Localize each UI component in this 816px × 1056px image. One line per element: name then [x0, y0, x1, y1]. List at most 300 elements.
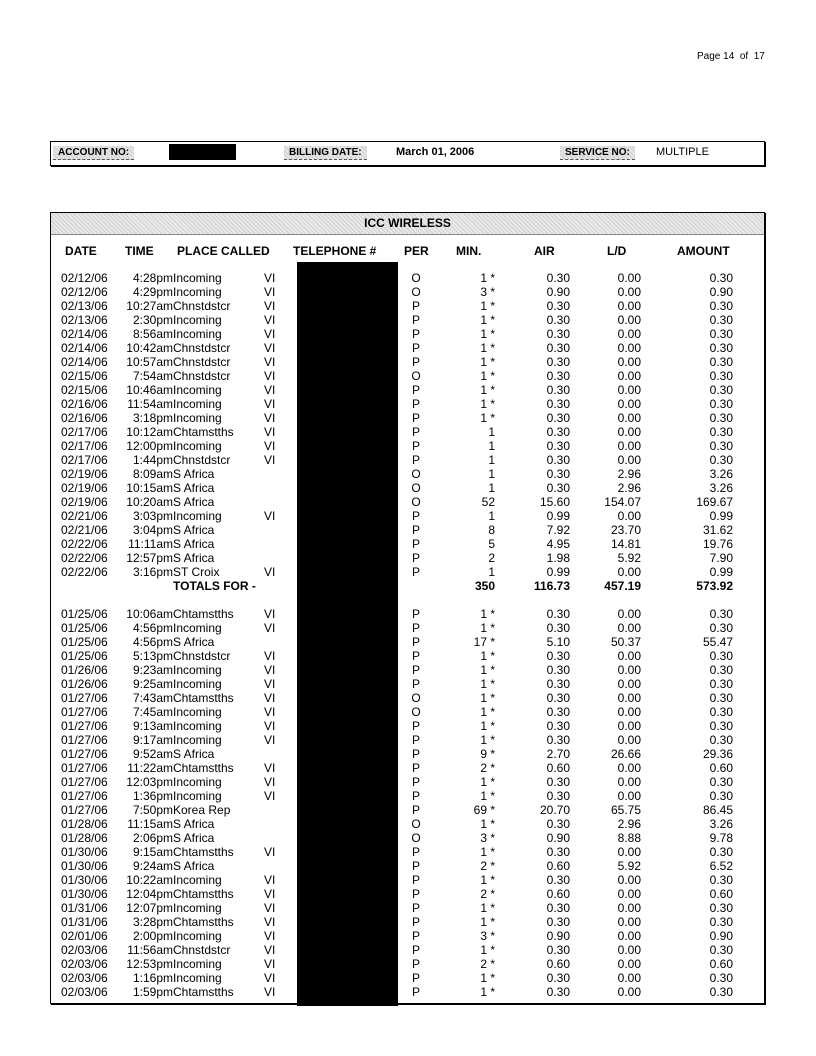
table-row [51, 663, 764, 677]
cell-state: VI [264, 285, 276, 299]
cell-time: 12:00pm [126, 439, 173, 453]
table-row [51, 691, 764, 705]
cell-minutes: 1 * [480, 971, 495, 985]
cell-time: 12:04pm [126, 887, 173, 901]
cell-per: P [411, 929, 420, 943]
cell-amount: 0.30 [709, 369, 733, 383]
column-header-ld: L/D [607, 244, 627, 258]
table-row [51, 845, 764, 859]
cell-air: 1.98 [546, 551, 570, 565]
cell-minutes: 1 * [480, 985, 495, 999]
cell-time: 11:56am [127, 943, 173, 957]
cell-minutes: 1 * [480, 733, 495, 747]
cell-per: P [411, 957, 420, 971]
cell-place: S Africa [173, 537, 215, 551]
cell-amount: 0.99 [709, 509, 733, 523]
cell-date: 02/22/06 [61, 537, 108, 551]
cell-amount: 0.30 [709, 411, 733, 425]
cell-place: S Africa [173, 635, 215, 649]
table-row [51, 285, 764, 299]
cell-time: 8:56am [132, 327, 173, 341]
cell-amount: 0.30 [709, 663, 733, 677]
cell-place: Incoming [173, 397, 222, 411]
cell-minutes: 3 * [480, 831, 495, 845]
cell-date: 01/30/06 [61, 859, 108, 873]
cell-time: 10:42am [126, 341, 173, 355]
cell-minutes: 2 * [480, 859, 495, 873]
cell-state: VI [264, 957, 276, 971]
cell-amount: 0.30 [709, 915, 733, 929]
cell-place: S Africa [173, 747, 215, 761]
cell-minutes: 1 [488, 481, 495, 495]
table-row [51, 887, 764, 901]
cell-minutes: 5 [488, 537, 495, 551]
cell-ld: 0.00 [617, 453, 641, 467]
cell-date: 02/01/06 [61, 929, 108, 943]
cell-per: P [411, 859, 420, 873]
cell-state: VI [264, 775, 276, 789]
table-row [51, 355, 764, 369]
cell-minutes: 1 * [480, 411, 495, 425]
cell-state: VI [264, 663, 276, 677]
table-row [51, 495, 764, 509]
cell-minutes: 3 * [480, 285, 495, 299]
cell-minutes: 1 * [480, 271, 495, 285]
cell-air: 0.30 [546, 621, 570, 635]
cell-state: VI [264, 971, 276, 985]
cell-air: 5.10 [546, 635, 570, 649]
column-header-telephone: TELEPHONE # [293, 244, 377, 258]
cell-air: 0.30 [546, 971, 570, 985]
cell-amount: 0.60 [709, 887, 733, 901]
cell-place: Incoming [173, 775, 222, 789]
table-row [51, 523, 764, 537]
cell-date: 02/12/06 [61, 285, 108, 299]
cell-amount: 0.30 [709, 971, 733, 985]
cell-minutes: 1 * [480, 915, 495, 929]
table-row [51, 565, 764, 579]
table-row [51, 761, 764, 775]
cell-state: VI [264, 411, 276, 425]
cell-state: VI [264, 397, 276, 411]
cell-time: 4:28pm [132, 271, 173, 285]
cell-time: 12:57pm [126, 551, 173, 565]
cell-minutes: 3 * [480, 929, 495, 943]
cell-date: 01/27/06 [61, 761, 108, 775]
cell-date: 01/26/06 [61, 677, 108, 691]
cell-ld: 26.66 [610, 747, 641, 761]
cell-date: 02/14/06 [61, 341, 108, 355]
cell-date: 01/25/06 [61, 635, 108, 649]
account-header [50, 141, 765, 166]
cell-ld: 0.00 [617, 285, 641, 299]
cell-ld: 0.00 [617, 313, 641, 327]
group-spacer [51, 593, 764, 607]
cell-minutes: 1 [488, 467, 495, 481]
table-row [51, 313, 764, 327]
cell-place: Incoming [173, 789, 222, 803]
account-label: ACCOUNT NO: [53, 146, 134, 160]
cell-time: 9:23am [132, 663, 173, 677]
cell-state: VI [264, 621, 276, 635]
cell-amount: 6.52 [709, 859, 733, 873]
cell-state: VI [264, 425, 276, 439]
totals-amount: 573.92 [696, 579, 733, 593]
cell-per: P [411, 621, 420, 635]
cell-minutes: 2 * [480, 887, 495, 901]
cell-date: 02/22/06 [61, 551, 108, 565]
cell-date: 01/27/06 [61, 733, 108, 747]
cell-state: VI [264, 691, 276, 705]
cell-time: 9:25am [132, 677, 173, 691]
cell-minutes: 2 * [480, 761, 495, 775]
cell-minutes: 1 [488, 565, 495, 579]
cell-ld: 0.00 [617, 789, 641, 803]
cell-air: 0.30 [546, 915, 570, 929]
cell-time: 11:11am [128, 537, 173, 551]
cell-ld: 0.00 [617, 985, 641, 999]
cell-amount: 0.30 [709, 719, 733, 733]
cell-date: 02/14/06 [61, 327, 108, 341]
cell-ld: 0.00 [617, 943, 641, 957]
cell-minutes: 1 [488, 439, 495, 453]
cell-date: 02/17/06 [61, 439, 108, 453]
cell-air: 0.90 [546, 831, 570, 845]
cell-air: 0.99 [546, 509, 570, 523]
cell-time: 9:15am [132, 845, 173, 859]
cell-amount: 0.30 [709, 649, 733, 663]
cell-ld: 0.00 [617, 719, 641, 733]
cell-time: 2:00pm [132, 929, 173, 943]
cell-place: Incoming [173, 383, 222, 397]
cell-time: 1:59pm [132, 985, 173, 999]
cell-place: Incoming [173, 285, 222, 299]
cell-place: Incoming [173, 971, 222, 985]
cell-amount: 0.30 [709, 453, 733, 467]
cell-state: VI [264, 607, 276, 621]
table-row [51, 957, 764, 971]
cell-state: VI [264, 761, 276, 775]
cell-time: 3:18pm [132, 411, 173, 425]
cell-amount: 0.30 [709, 775, 733, 789]
table-row [51, 411, 764, 425]
cell-time: 12:07pm [126, 901, 173, 915]
cell-amount: 3.26 [709, 481, 733, 495]
cell-amount: 0.30 [709, 341, 733, 355]
table-row [51, 453, 764, 467]
cell-place: Incoming [173, 439, 222, 453]
cell-minutes: 1 * [480, 775, 495, 789]
service-no-value: MULTIPLE [656, 146, 709, 158]
table-row [51, 789, 764, 803]
cell-amount: 0.30 [709, 397, 733, 411]
cell-date: 02/19/06 [61, 481, 108, 495]
cell-air: 0.30 [546, 355, 570, 369]
cell-ld: 0.00 [617, 929, 641, 943]
cell-minutes: 1 * [480, 943, 495, 957]
cell-ld: 2.96 [617, 481, 641, 495]
cell-time: 7:54am [132, 369, 173, 383]
table-row [51, 341, 764, 355]
cell-minutes: 1 * [480, 383, 495, 397]
cell-ld: 0.00 [617, 439, 641, 453]
cell-place: Incoming [173, 733, 222, 747]
cell-air: 0.30 [546, 649, 570, 663]
cell-place: Incoming [173, 327, 222, 341]
cell-minutes: 9 * [480, 747, 495, 761]
cell-place: Chnstdstcr [173, 943, 231, 957]
table-row [51, 733, 764, 747]
cell-per: P [411, 299, 420, 313]
cell-air: 0.30 [546, 845, 570, 859]
cell-place: Chtamstths [173, 691, 234, 705]
cell-amount: 0.30 [709, 705, 733, 719]
cell-minutes: 1 [488, 453, 495, 467]
cell-per: O [411, 817, 421, 831]
cell-date: 01/26/06 [61, 663, 108, 677]
cell-air: 0.30 [546, 663, 570, 677]
cell-place: Chnstdstcr [173, 355, 231, 369]
cell-state: VI [264, 789, 276, 803]
cell-date: 02/22/06 [61, 565, 108, 579]
table-row [51, 929, 764, 943]
table-row [51, 747, 764, 761]
cell-per: O [411, 369, 421, 383]
cell-date: 01/25/06 [61, 607, 108, 621]
cell-date: 02/21/06 [61, 509, 108, 523]
cell-date: 02/03/06 [61, 943, 108, 957]
cell-state: VI [264, 985, 276, 999]
cell-amount: 86.45 [702, 803, 733, 817]
cell-time: 5:13pm [132, 649, 173, 663]
cell-amount: 0.30 [709, 299, 733, 313]
cell-ld: 5.92 [617, 551, 641, 565]
cell-state: VI [264, 453, 276, 467]
cell-minutes: 1 * [480, 313, 495, 327]
cell-place: Incoming [173, 313, 222, 327]
cell-ld: 0.00 [617, 705, 641, 719]
cell-ld: 0.00 [617, 901, 641, 915]
cell-air: 0.30 [546, 341, 570, 355]
cell-time: 9:13am [132, 719, 173, 733]
cell-ld: 0.00 [617, 775, 641, 789]
cell-ld: 0.00 [617, 397, 641, 411]
cell-time: 10:20am [126, 495, 173, 509]
cell-date: 02/17/06 [61, 425, 108, 439]
cell-place: Korea Rep [173, 803, 231, 817]
cell-air: 0.30 [546, 677, 570, 691]
cell-place: S Africa [173, 467, 215, 481]
cell-place: ST Croix [173, 565, 220, 579]
cell-state: VI [264, 845, 276, 859]
cell-per: P [411, 607, 420, 621]
cell-state: VI [264, 341, 276, 355]
cell-date: 01/27/06 [61, 691, 108, 705]
cell-date: 01/28/06 [61, 831, 108, 845]
cell-minutes: 17 * [473, 635, 495, 649]
cell-amount: 0.99 [709, 565, 733, 579]
cell-state: VI [264, 439, 276, 453]
cell-ld: 0.00 [617, 621, 641, 635]
cell-air: 0.30 [546, 705, 570, 719]
cell-air: 0.30 [546, 467, 570, 481]
cell-date: 02/19/06 [61, 467, 108, 481]
table-row [51, 327, 764, 341]
cell-per: P [411, 439, 420, 453]
call-rows [51, 271, 764, 999]
cell-per: P [411, 677, 420, 691]
cell-ld: 0.00 [617, 327, 641, 341]
cell-ld: 65.75 [610, 803, 641, 817]
cell-time: 10:15am [126, 481, 173, 495]
cell-amount: 0.30 [709, 677, 733, 691]
cell-ld: 0.00 [617, 509, 641, 523]
cell-minutes: 1 * [480, 397, 495, 411]
cell-minutes: 1 * [480, 663, 495, 677]
cell-ld: 0.00 [617, 299, 641, 313]
cell-air: 0.60 [546, 859, 570, 873]
cell-date: 01/27/06 [61, 747, 108, 761]
cell-place: Chtamstths [173, 761, 234, 775]
cell-air: 0.30 [546, 453, 570, 467]
cell-date: 01/28/06 [61, 817, 108, 831]
cell-state: VI [264, 915, 276, 929]
cell-air: 0.30 [546, 901, 570, 915]
cell-air: 15.60 [539, 495, 570, 509]
cell-air: 0.30 [546, 775, 570, 789]
table-row [51, 677, 764, 691]
cell-amount: 0.30 [709, 845, 733, 859]
cell-state: VI [264, 901, 276, 915]
totals-label: TOTALS FOR - [173, 579, 256, 593]
cell-air: 0.30 [546, 873, 570, 887]
cell-air: 0.30 [546, 691, 570, 705]
cell-ld: 0.00 [617, 369, 641, 383]
cell-per: P [411, 943, 420, 957]
cell-place: Chnstdstcr [173, 369, 231, 383]
cell-air: 0.30 [546, 397, 570, 411]
cell-place: Incoming [173, 677, 222, 691]
cell-time: 10:22am [126, 873, 173, 887]
cell-minutes: 8 [488, 523, 495, 537]
cell-minutes: 2 [488, 551, 495, 565]
cell-time: 4:29pm [132, 285, 173, 299]
cell-air: 0.30 [546, 817, 570, 831]
cell-ld: 0.00 [617, 341, 641, 355]
cell-air: 0.30 [546, 425, 570, 439]
cell-place: Chtamstths [173, 985, 234, 999]
cell-place: S Africa [173, 859, 215, 873]
cell-air: 0.30 [546, 985, 570, 999]
cell-time: 10:12am [126, 425, 173, 439]
cell-air: 0.30 [546, 719, 570, 733]
cell-state: VI [264, 565, 276, 579]
table-row [51, 817, 764, 831]
table-row [51, 985, 764, 999]
cell-per: P [411, 803, 420, 817]
cell-per: P [411, 887, 420, 901]
cell-date: 02/12/06 [61, 271, 108, 285]
cell-state: VI [264, 929, 276, 943]
table-row [51, 635, 764, 649]
cell-minutes: 1 * [480, 341, 495, 355]
cell-per: P [411, 901, 420, 915]
cell-date: 02/13/06 [61, 313, 108, 327]
table-row [51, 915, 764, 929]
table-row [51, 439, 764, 453]
cell-place: Incoming [173, 411, 222, 425]
cell-air: 20.70 [539, 803, 570, 817]
cell-minutes: 1 * [480, 873, 495, 887]
cell-ld: 0.00 [617, 691, 641, 705]
cell-per: P [411, 761, 420, 775]
table-row [51, 705, 764, 719]
cell-air: 0.60 [546, 887, 570, 901]
cell-time: 12:53pm [126, 957, 173, 971]
cell-state: VI [264, 383, 276, 397]
cell-amount: 9.78 [709, 831, 733, 845]
redacted-account-number [169, 144, 236, 160]
cell-time: 11:54am [127, 397, 173, 411]
cell-minutes: 1 * [480, 845, 495, 859]
cell-ld: 5.92 [617, 859, 641, 873]
cell-date: 02/14/06 [61, 355, 108, 369]
cell-date: 01/31/06 [61, 901, 108, 915]
cell-amount: 0.30 [709, 943, 733, 957]
call-detail-table [50, 212, 765, 1004]
table-row [51, 467, 764, 481]
cell-amount: 0.30 [709, 327, 733, 341]
cell-time: 9:24am [132, 859, 173, 873]
cell-minutes: 1 [488, 509, 495, 523]
cell-amount: 3.26 [709, 817, 733, 831]
cell-amount: 0.60 [709, 957, 733, 971]
cell-ld: 0.00 [617, 887, 641, 901]
cell-air: 0.30 [546, 383, 570, 397]
cell-per: P [411, 915, 420, 929]
cell-date: 01/27/06 [61, 719, 108, 733]
table-row [51, 971, 764, 985]
cell-ld: 0.00 [617, 411, 641, 425]
cell-place: Chtamstths [173, 915, 234, 929]
cell-per: P [411, 523, 420, 537]
cell-time: 3:04pm [132, 523, 173, 537]
cell-air: 0.30 [546, 369, 570, 383]
cell-amount: 0.30 [709, 985, 733, 999]
cell-per: P [411, 733, 420, 747]
cell-per: P [411, 971, 420, 985]
cell-state: VI [264, 677, 276, 691]
cell-air: 0.30 [546, 411, 570, 425]
cell-time: 3:03pm [132, 509, 173, 523]
cell-amount: 0.30 [709, 313, 733, 327]
cell-date: 02/03/06 [61, 985, 108, 999]
cell-per: P [411, 873, 420, 887]
table-row [51, 481, 764, 495]
totals-row [51, 579, 764, 593]
cell-place: Incoming [173, 719, 222, 733]
cell-minutes: 1 * [480, 355, 495, 369]
cell-air: 0.60 [546, 957, 570, 971]
cell-state: VI [264, 719, 276, 733]
cell-state: VI [264, 649, 276, 663]
page-number: Page 14 of 17 [697, 51, 765, 62]
cell-place: Incoming [173, 929, 222, 943]
cell-per: P [411, 551, 420, 565]
cell-minutes: 1 * [480, 901, 495, 915]
cell-amount: 0.30 [709, 733, 733, 747]
cell-per: P [411, 775, 420, 789]
